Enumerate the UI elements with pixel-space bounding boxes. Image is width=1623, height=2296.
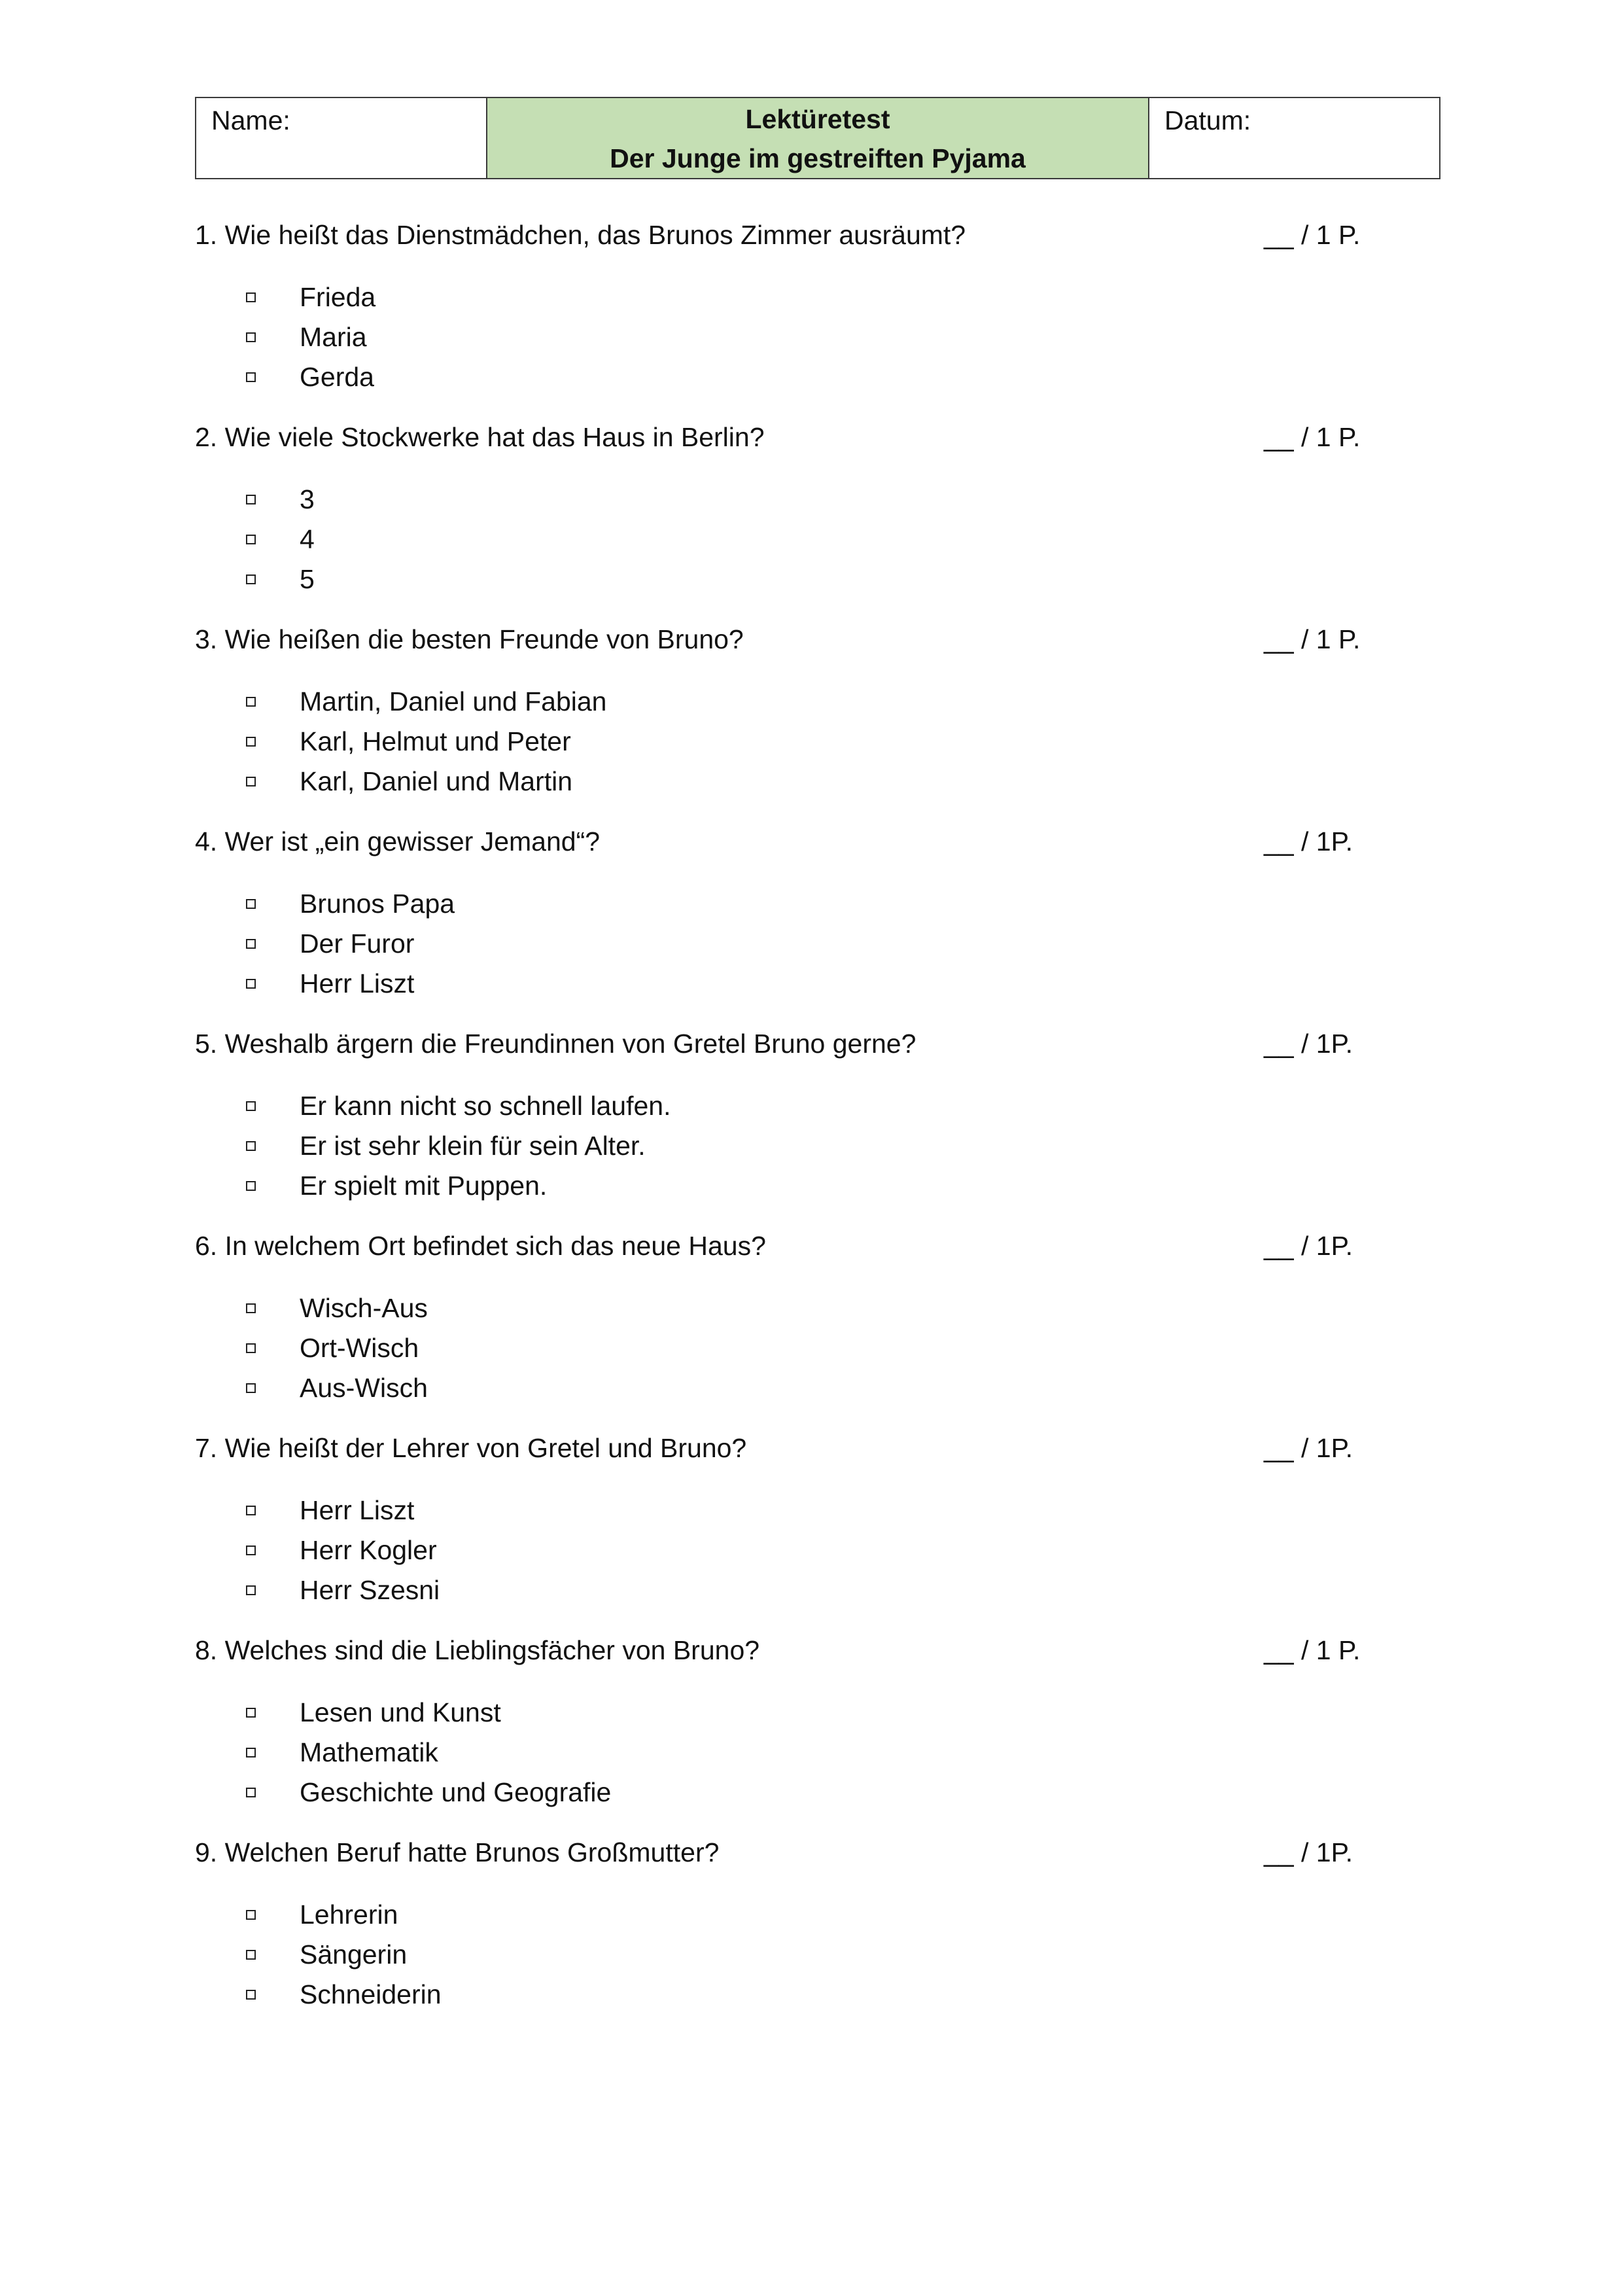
- answer-option: [242, 1126, 646, 1165]
- answer-option: [242, 1368, 428, 1407]
- question-4: [195, 822, 1372, 861]
- answer-option-label: 5: [300, 564, 315, 594]
- date-field[interactable]: [1149, 98, 1439, 178]
- answer-option: [242, 317, 367, 357]
- checkbox-icon[interactable]: [246, 372, 256, 382]
- question-points[interactable]: __ / 1P.: [1264, 1231, 1353, 1261]
- answer-option-label: Martin, Daniel und Fabian: [300, 686, 607, 716]
- question-1: [195, 215, 1372, 255]
- question-points[interactable]: __ / 1 P.: [1264, 422, 1361, 452]
- checkbox-icon[interactable]: [246, 1585, 256, 1595]
- answer-option: [242, 682, 606, 721]
- checkbox-icon[interactable]: [246, 1788, 256, 1797]
- answer-option: [242, 520, 315, 559]
- answer-option-label: Wisch-Aus: [300, 1293, 428, 1323]
- checkbox-icon[interactable]: [246, 979, 256, 989]
- answer-option: [242, 722, 571, 761]
- question-7: [195, 1428, 1372, 1468]
- answer-option-label: Sängerin: [300, 1939, 408, 1969]
- answer-option: [242, 1166, 547, 1205]
- answer-option-label: Ort-Wisch: [300, 1333, 419, 1363]
- question-8: [195, 1631, 1372, 1670]
- answer-option-label: Gerda: [300, 362, 374, 392]
- name-field[interactable]: [196, 98, 487, 178]
- question-3: [195, 620, 1372, 659]
- checkbox-icon[interactable]: [246, 777, 256, 786]
- question-6: [195, 1226, 1372, 1265]
- answer-option-label: Herr Szesni: [300, 1575, 440, 1605]
- answer-option: [242, 1693, 501, 1732]
- test-title-line-1: Lektüretest: [745, 104, 890, 134]
- answer-option: [242, 762, 572, 801]
- answer-option: [242, 924, 414, 963]
- answer-option: [242, 884, 455, 923]
- question-text: 1. Wie heißt das Dienstmädchen, das Brunos Zimmer ausräumt?: [195, 220, 966, 250]
- question-text: 6. In welchem Ort befindet sich das neue Haus?: [195, 1231, 766, 1261]
- checkbox-icon[interactable]: [246, 899, 256, 909]
- answer-option-label: Maria: [300, 322, 367, 352]
- answer-option-label: Karl, Daniel und Martin: [300, 766, 573, 796]
- checkbox-icon[interactable]: [246, 1141, 256, 1151]
- answer-option: [242, 1491, 414, 1530]
- checkbox-icon[interactable]: [246, 574, 256, 584]
- question-text: 2. Wie viele Stockwerke hat das Haus in Berlin?: [195, 422, 765, 452]
- answer-option: [242, 480, 315, 519]
- answer-option: [242, 964, 414, 1003]
- answer-option: [242, 1935, 407, 1974]
- header-table: [195, 97, 1440, 179]
- checkbox-icon[interactable]: [246, 535, 256, 544]
- answer-option-label: Herr Liszt: [300, 1495, 415, 1525]
- checkbox-icon[interactable]: [246, 939, 256, 949]
- question-points[interactable]: __ / 1P.: [1264, 826, 1353, 857]
- test-title: [487, 98, 1149, 178]
- answer-option: [242, 1328, 419, 1368]
- checkbox-icon[interactable]: [246, 1708, 256, 1718]
- answer-option-label: Herr Liszt: [300, 968, 415, 998]
- question-2: [195, 417, 1372, 457]
- checkbox-icon[interactable]: [246, 1545, 256, 1555]
- checkbox-icon[interactable]: [246, 292, 256, 302]
- answer-option: [242, 357, 374, 397]
- question-5: [195, 1024, 1372, 1063]
- answer-option: [242, 1975, 442, 2014]
- checkbox-icon[interactable]: [246, 697, 256, 707]
- question-text: 5. Weshalb ärgern die Freundinnen von Gretel Bruno gerne?: [195, 1029, 916, 1059]
- answer-option-label: Aus-Wisch: [300, 1373, 428, 1403]
- question-text: 9. Welchen Beruf hatte Brunos Großmutter?: [195, 1837, 720, 1867]
- answer-option-label: Frieda: [300, 282, 376, 312]
- question-points[interactable]: __ / 1 P.: [1264, 220, 1361, 250]
- answer-option-label: Brunos Papa: [300, 889, 455, 919]
- question-points[interactable]: __ / 1P.: [1264, 1837, 1353, 1867]
- answer-option: [242, 1530, 437, 1570]
- question-text: 4. Wer ist „ein gewisser Jemand“?: [195, 826, 601, 857]
- checkbox-icon[interactable]: [246, 1950, 256, 1960]
- checkbox-icon[interactable]: [246, 1748, 256, 1757]
- answer-option-label: Er kann nicht so schnell laufen.: [300, 1091, 671, 1121]
- name-label: Name:: [211, 105, 290, 135]
- answer-option: [242, 1733, 438, 1772]
- checkbox-icon[interactable]: [246, 1506, 256, 1515]
- question-points[interactable]: __ / 1P.: [1264, 1433, 1353, 1463]
- answer-option-label: 3: [300, 484, 315, 514]
- checkbox-icon[interactable]: [246, 495, 256, 504]
- answer-option: [242, 1086, 671, 1125]
- question-points[interactable]: __ / 1 P.: [1264, 624, 1361, 654]
- answer-option-label: Karl, Helmut und Peter: [300, 726, 571, 756]
- answer-option-label: Der Furor: [300, 928, 415, 959]
- date-label: Datum:: [1164, 105, 1251, 135]
- answer-option: [242, 277, 375, 317]
- question-text: 7. Wie heißt der Lehrer von Gretel und Bruno?: [195, 1433, 747, 1463]
- answer-option-label: Herr Kogler: [300, 1535, 437, 1565]
- answer-option: [242, 559, 315, 599]
- answer-option-label: 4: [300, 524, 315, 554]
- answer-option-label: Mathematik: [300, 1737, 438, 1767]
- checkbox-icon[interactable]: [246, 1181, 256, 1191]
- answer-option-label: Er ist sehr klein für sein Alter.: [300, 1131, 646, 1161]
- checkbox-icon[interactable]: [246, 1343, 256, 1353]
- answer-option-label: Geschichte und Geografie: [300, 1777, 612, 1807]
- answer-option: [242, 1570, 440, 1610]
- answer-option: [242, 1773, 611, 1812]
- test-title-line-2: Der Junge im gestreiften Pyjama: [610, 143, 1026, 173]
- answer-option-label: Schneiderin: [300, 1979, 442, 2009]
- checkbox-icon[interactable]: [246, 1383, 256, 1393]
- checkbox-icon[interactable]: [246, 332, 256, 342]
- checkbox-icon[interactable]: [246, 1990, 256, 2000]
- checkbox-icon[interactable]: [246, 1910, 256, 1920]
- answer-option: [242, 1895, 398, 1934]
- question-points[interactable]: __ / 1 P.: [1264, 1635, 1361, 1665]
- answer-option-label: Er spielt mit Puppen.: [300, 1171, 548, 1201]
- question-points[interactable]: __ / 1P.: [1264, 1029, 1353, 1059]
- answer-option-label: Lehrerin: [300, 1899, 398, 1930]
- checkbox-icon[interactable]: [246, 737, 256, 747]
- question-text: 8. Welches sind die Lieblingsfächer von Bruno?: [195, 1635, 760, 1665]
- question-9: [195, 1833, 1372, 1872]
- checkbox-icon[interactable]: [246, 1303, 256, 1313]
- answer-option: [242, 1288, 428, 1328]
- checkbox-icon[interactable]: [246, 1101, 256, 1111]
- question-text: 3. Wie heißen die besten Freunde von Bruno?: [195, 624, 744, 654]
- answer-option-label: Lesen und Kunst: [300, 1697, 501, 1727]
